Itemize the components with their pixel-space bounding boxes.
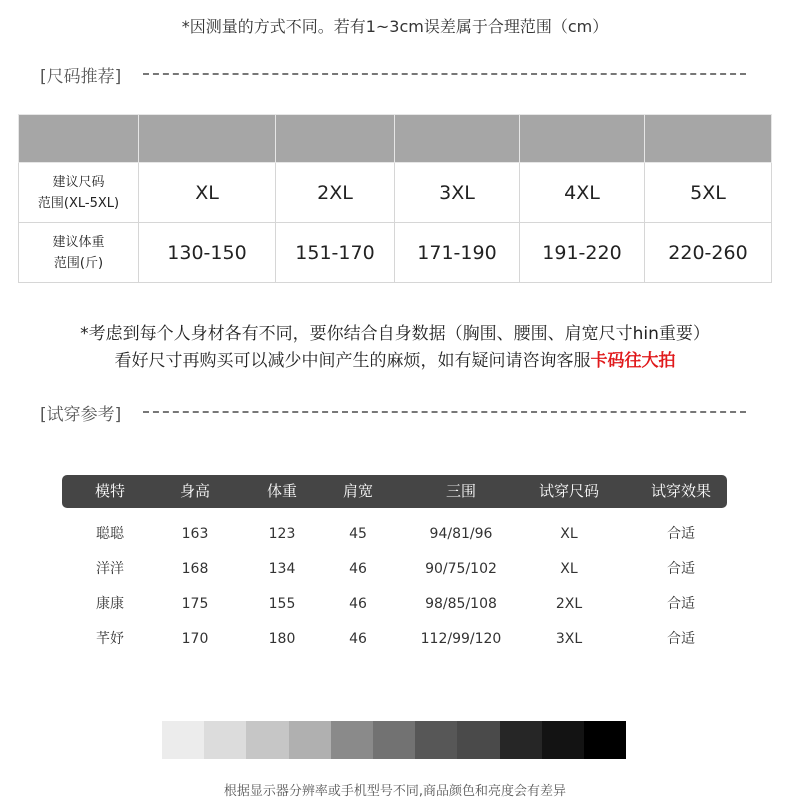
model-fit-result: 合适 (667, 631, 695, 647)
header-shoulder: 肩宽 (342, 482, 374, 500)
label-line: 建议体重 (52, 234, 105, 250)
header-cell (19, 115, 139, 163)
model-shoulder: 45 (349, 526, 367, 542)
header-cell (520, 115, 645, 163)
fit-table-row (62, 556, 727, 582)
size-cell: 4XL (520, 163, 645, 223)
model-fit-size: 3XL (555, 631, 583, 647)
gray-swatch (584, 721, 626, 759)
model-measurements: 98/85/108 (425, 596, 497, 612)
advice-line-2 (0, 348, 790, 375)
advice-highlight: 卡码往大拍 (590, 351, 676, 371)
header-cell (139, 115, 276, 163)
size-cell: 3XL (395, 163, 520, 223)
fit-advice (0, 321, 790, 375)
model-weight: 180 (268, 631, 296, 647)
header-cell (276, 115, 395, 163)
size-cell: 2XL (276, 163, 395, 223)
fit-table-row (62, 521, 727, 547)
gray-swatch (331, 721, 373, 759)
model-shoulder: 46 (349, 631, 367, 647)
model-fit-result: 合适 (667, 596, 695, 612)
weight-cell: 191-220 (520, 223, 645, 283)
size-section-header (40, 63, 746, 85)
header-weight: 体重 (266, 482, 298, 500)
header-model: 模特 (94, 482, 126, 500)
grayscale-swatch-bar (162, 721, 626, 759)
model-height: 168 (181, 561, 209, 577)
gray-swatch (289, 721, 331, 759)
weight-cell: 171-190 (395, 223, 520, 283)
label-line: 建议尺码 (52, 174, 105, 190)
header-cell (395, 115, 520, 163)
model-fit-size: 2XL (555, 596, 583, 612)
size-cell: 5XL (645, 163, 772, 223)
model-fit-size: XL (560, 561, 578, 577)
model-measurements: 90/75/102 (425, 561, 497, 577)
size-table-header-row (19, 115, 772, 163)
measurement-note: *因测量的方式不同。若有1~3cm误差属于合理范围（cm） (181, 17, 609, 36)
size-row-label (19, 163, 139, 223)
advice-text: 看好尺寸再购买可以减少中间产生的麻烦，如有疑问请咨询客服 (114, 351, 591, 371)
gray-swatch (500, 721, 542, 759)
model-fit-result: 合适 (667, 561, 695, 577)
fit-section-header (40, 401, 746, 423)
model-weight: 123 (268, 526, 296, 542)
fit-table-header (62, 475, 727, 508)
model-name: 康康 (96, 596, 124, 612)
header-measurements: 三围 (445, 482, 477, 500)
header-fit-result: 试穿效果 (650, 482, 712, 500)
model-fit-result: 合适 (667, 526, 695, 542)
model-name: 洋洋 (96, 561, 124, 577)
model-shoulder: 46 (349, 561, 367, 577)
model-fit-size: XL (560, 526, 578, 542)
fit-table-row (62, 626, 727, 652)
display-difference-note: 根据显示器分辨率或手机型号不同,商品颜色和亮度会有差异 (223, 784, 567, 799)
fit-table-row (62, 591, 727, 617)
model-height: 170 (181, 631, 209, 647)
label-line: 范围(XL-5XL) (37, 195, 120, 211)
advice-line-1: *考虑到每个人身材各有不同，要你结合自身数据（胸围、腰围、肩宽尺寸hin重要） (80, 324, 710, 344)
header-height: 身高 (179, 482, 211, 500)
weight-cell: 130-150 (139, 223, 276, 283)
gray-swatch (373, 721, 415, 759)
dashed-divider (143, 411, 746, 413)
gray-swatch (457, 721, 499, 759)
dashed-divider (143, 73, 746, 75)
size-row (19, 163, 772, 223)
size-cell: XL (139, 163, 276, 223)
model-height: 175 (181, 596, 209, 612)
model-height: 163 (181, 526, 209, 542)
header-cell (645, 115, 772, 163)
model-shoulder: 46 (349, 596, 367, 612)
fit-section-title: [试穿参考] (40, 404, 122, 425)
model-weight: 134 (268, 561, 296, 577)
model-name: 聪聪 (96, 526, 124, 542)
model-measurements: 112/99/120 (420, 631, 502, 647)
gray-swatch (162, 721, 204, 759)
weight-cell: 151-170 (276, 223, 395, 283)
weight-cell: 220-260 (645, 223, 772, 283)
gray-swatch (542, 721, 584, 759)
weight-row-label (19, 223, 139, 283)
label-line: 范围(斤) (53, 255, 104, 271)
model-weight: 155 (268, 596, 296, 612)
size-recommendation-table (18, 114, 772, 283)
gray-swatch (204, 721, 246, 759)
header-fit-size: 试穿尺码 (538, 482, 600, 500)
model-measurements: 94/81/96 (429, 526, 493, 542)
gray-swatch (246, 721, 288, 759)
weight-row (19, 223, 772, 283)
gray-swatch (415, 721, 457, 759)
size-section-title: [尺码推荐] (40, 66, 122, 87)
model-name: 芊妤 (96, 631, 124, 647)
